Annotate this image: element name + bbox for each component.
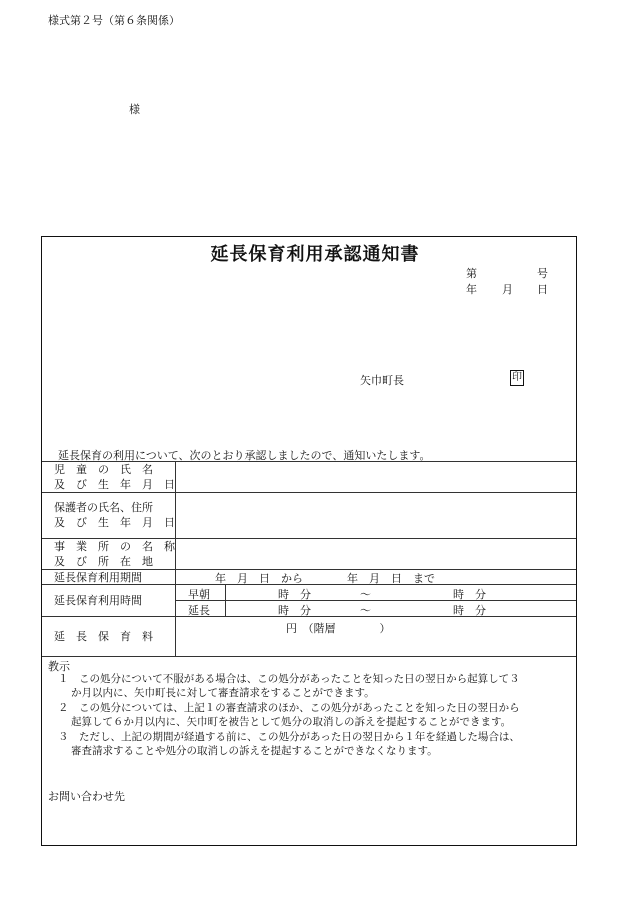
page-title: 延長保育利用承認通知書 [210,244,420,265]
early-label: 早朝 [188,588,210,601]
column-divider [175,461,176,656]
contact-label: お問い合わせ先 [48,790,125,803]
notice-item-1: １ この処分について不服がある場合は、この処分があったことを知った日の翌日から起算して３ か月以内に、矢巾町長に対して審査請求をすることができます。 [58,673,520,699]
date-year: 年 [466,283,477,296]
guardian-label: 保護者の氏名、住所 及 び 生 年 月 日 [54,501,175,529]
early-tilde: ～ [360,588,371,601]
period-value: 年 月 日 から 年 月 日 まで [215,572,435,585]
office-label: 事 業 所 の 名 称 及 び 所 在 地 [54,540,175,568]
child-label: 児 童 の 氏 名 及 び 生 年 月 日 [54,463,175,491]
notice-item-3: ３ ただし、上記の期間が経過する前に、この処分があった日の翌日から１年を経過した場合は、 審査請求することや処分の取消しの訴えを提起することができなくなります。 [58,731,520,757]
notice-heading: 教示 [48,660,70,673]
column-divider [225,584,226,616]
doc-no-dai: 第 [466,267,477,280]
early-to: 時 分 [453,588,486,601]
early-from: 時 分 [278,588,311,601]
date-day: 日 [537,283,548,296]
late-from: 時 分 [278,604,311,617]
seal-mark: 印 [510,370,524,386]
row-line [176,600,576,601]
row-line [42,656,576,657]
late-to: 時 分 [453,604,486,617]
doc-no-go: 号 [537,267,548,280]
date-month: 月 [502,283,513,296]
late-label: 延長 [188,604,210,617]
notice-item-2: ２ この処分については、上記１の審査請求のほか、この処分があったことを知った日の翌日から 起算して６か月以内に、矢巾町を被告として処分の取消しの訴えを提起することができます。 [58,702,520,728]
fee-value: 円 （階層 ） [286,622,391,635]
period-label: 延長保育利用期間 [54,571,142,584]
row-line [42,492,576,493]
addressee-suffix: 様 [129,103,140,116]
fee-label: 延 長 保 育 料 [54,630,153,643]
issuer-name: 矢巾町長 [360,374,404,387]
form-number: 様式第２号（第６条関係） [48,14,180,27]
time-label: 延長保育利用時間 [54,594,142,607]
intro-text: 延長保育の利用について、次のとおり承認しましたので、通知いたします。 [58,449,431,462]
late-tilde: ～ [360,604,371,617]
